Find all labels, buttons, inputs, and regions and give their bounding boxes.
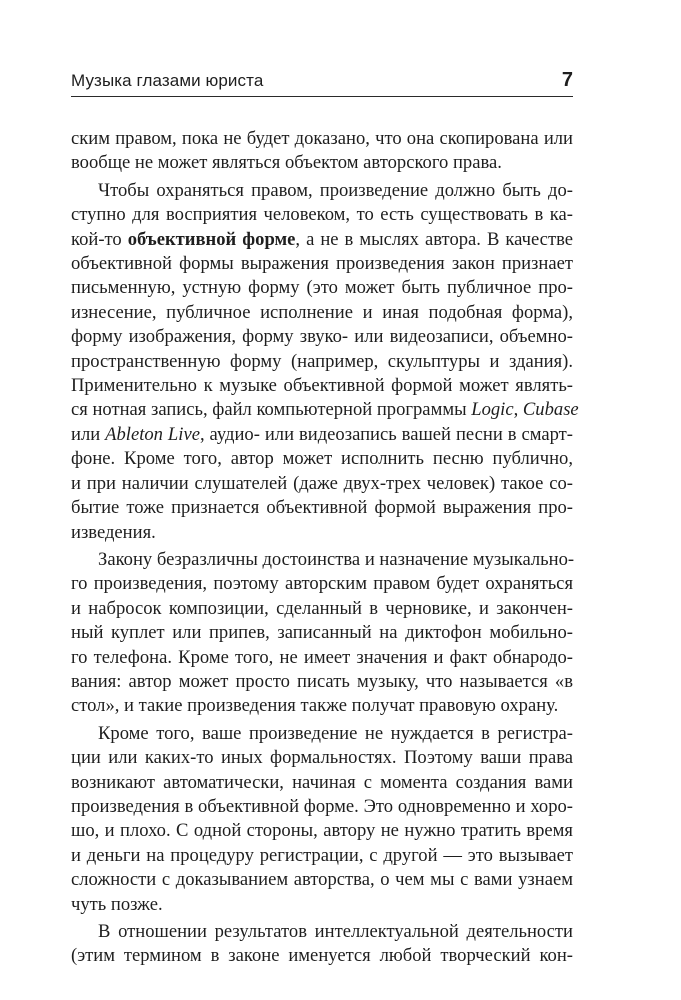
text-line: В отношении результатов интеллектуальной деятельности <box>98 921 573 942</box>
text-line <box>71 423 573 447</box>
text-line: изведения. <box>71 521 156 543</box>
text-line: ским правом, пока не будет доказано, что она скопирована или <box>71 128 573 149</box>
text-line: бытие тоже признается объективной формой выражения про- <box>71 497 573 519</box>
italic-term: Ableton Live <box>105 423 200 445</box>
text-line: го произведения, поэтому авторским правом будет охраняться <box>71 573 573 595</box>
text-line: вообще не может являться объектом авторского права. <box>71 152 502 174</box>
text-run: ся нотная запись, файл компьютерной программы <box>71 399 472 421</box>
text-line: объективной формы выражения произведения закон признает <box>71 253 573 275</box>
text-line: шо, и плохо. С одной стороны, автору не нужно тратить время <box>71 820 573 842</box>
paragraph-5 <box>71 920 573 969</box>
italic-term: Logic <box>471 399 514 421</box>
text-line: изнесение, публичное исполнение и иная подобная форма), <box>71 301 573 323</box>
text-line: вания: автор может просто писать музыку, что называется «в <box>71 670 573 692</box>
text-run: или <box>71 423 106 445</box>
text-line: ции или каких-то иных формальностях. Поэтому ваши права <box>71 747 573 769</box>
text-line: Кроме того, ваше произведение не нуждается в регистра- <box>98 722 573 744</box>
body-text <box>71 127 579 972</box>
running-header <box>71 68 573 97</box>
text-line: сложности с доказыванием авторства, о чем мы с вами узнаем <box>71 869 573 891</box>
text-line: (этим термином в законе именуется любой творческий кон- <box>71 945 573 967</box>
paragraph-3 <box>71 548 573 719</box>
text-line: произведения в объективной форме. Это одновременно и хоро- <box>71 795 573 817</box>
header-title: Музыка глазами юриста <box>71 71 264 90</box>
text-line: чуть позже. <box>71 893 163 915</box>
text-run: кой-то <box>71 228 128 250</box>
text-line: и набросок композиции, сделанный в черновике, и закончен- <box>71 597 573 619</box>
text-line: и деньги на процедуру регистрации, с другой — это вызывает <box>71 844 573 866</box>
paragraph-1 <box>71 127 573 176</box>
text-line: и при наличии слушателей (даже двух-трех человек) такое со- <box>71 472 573 494</box>
text-line: го телефона. Кроме того, не имеет значения и факт обнародо- <box>71 646 573 668</box>
text-line: Закону безразличны достоинства и назначение музыкально- <box>98 548 575 570</box>
text-run: , <box>513 399 523 421</box>
paragraph-2 <box>71 179 579 545</box>
paragraph-4 <box>71 722 573 917</box>
text-line: пространственную форму (например, скульптуры и здания). <box>71 350 573 372</box>
text-line: возникают автоматически, начиная с момента создания вами <box>71 771 573 793</box>
text-line: фоне. Кроме того, автор может исполнить песню публично, <box>71 448 573 470</box>
text-line <box>71 228 573 252</box>
text-line: ный куплет или припев, записанный на диктофон мобильно- <box>71 622 573 644</box>
text-run: , аудио- или видеозапись вашей песни в смарт- <box>199 423 573 445</box>
text-line: Применительно к музыке объективной формой может являть- <box>71 375 573 397</box>
italic-term: Cubase <box>522 399 579 421</box>
text-line: письменную, устную форму (это может быть публичное про- <box>71 277 573 299</box>
bold-term: объективной форме <box>127 228 296 250</box>
text-line: Чтобы охраняться правом, произведение должно быть до- <box>98 179 573 201</box>
page-number: 7 <box>561 69 573 91</box>
text-line: ступно для восприятия человеком, то есть существовать в ка- <box>71 204 573 226</box>
text-run: , а не в мыслях автора. В качестве <box>295 228 573 250</box>
text-line <box>71 398 579 422</box>
text-line: стол», и такие произведения также получат правовую охрану. <box>71 695 559 717</box>
text-line: форму изображения, форму звуко- или видеозаписи, объемно- <box>71 326 573 348</box>
